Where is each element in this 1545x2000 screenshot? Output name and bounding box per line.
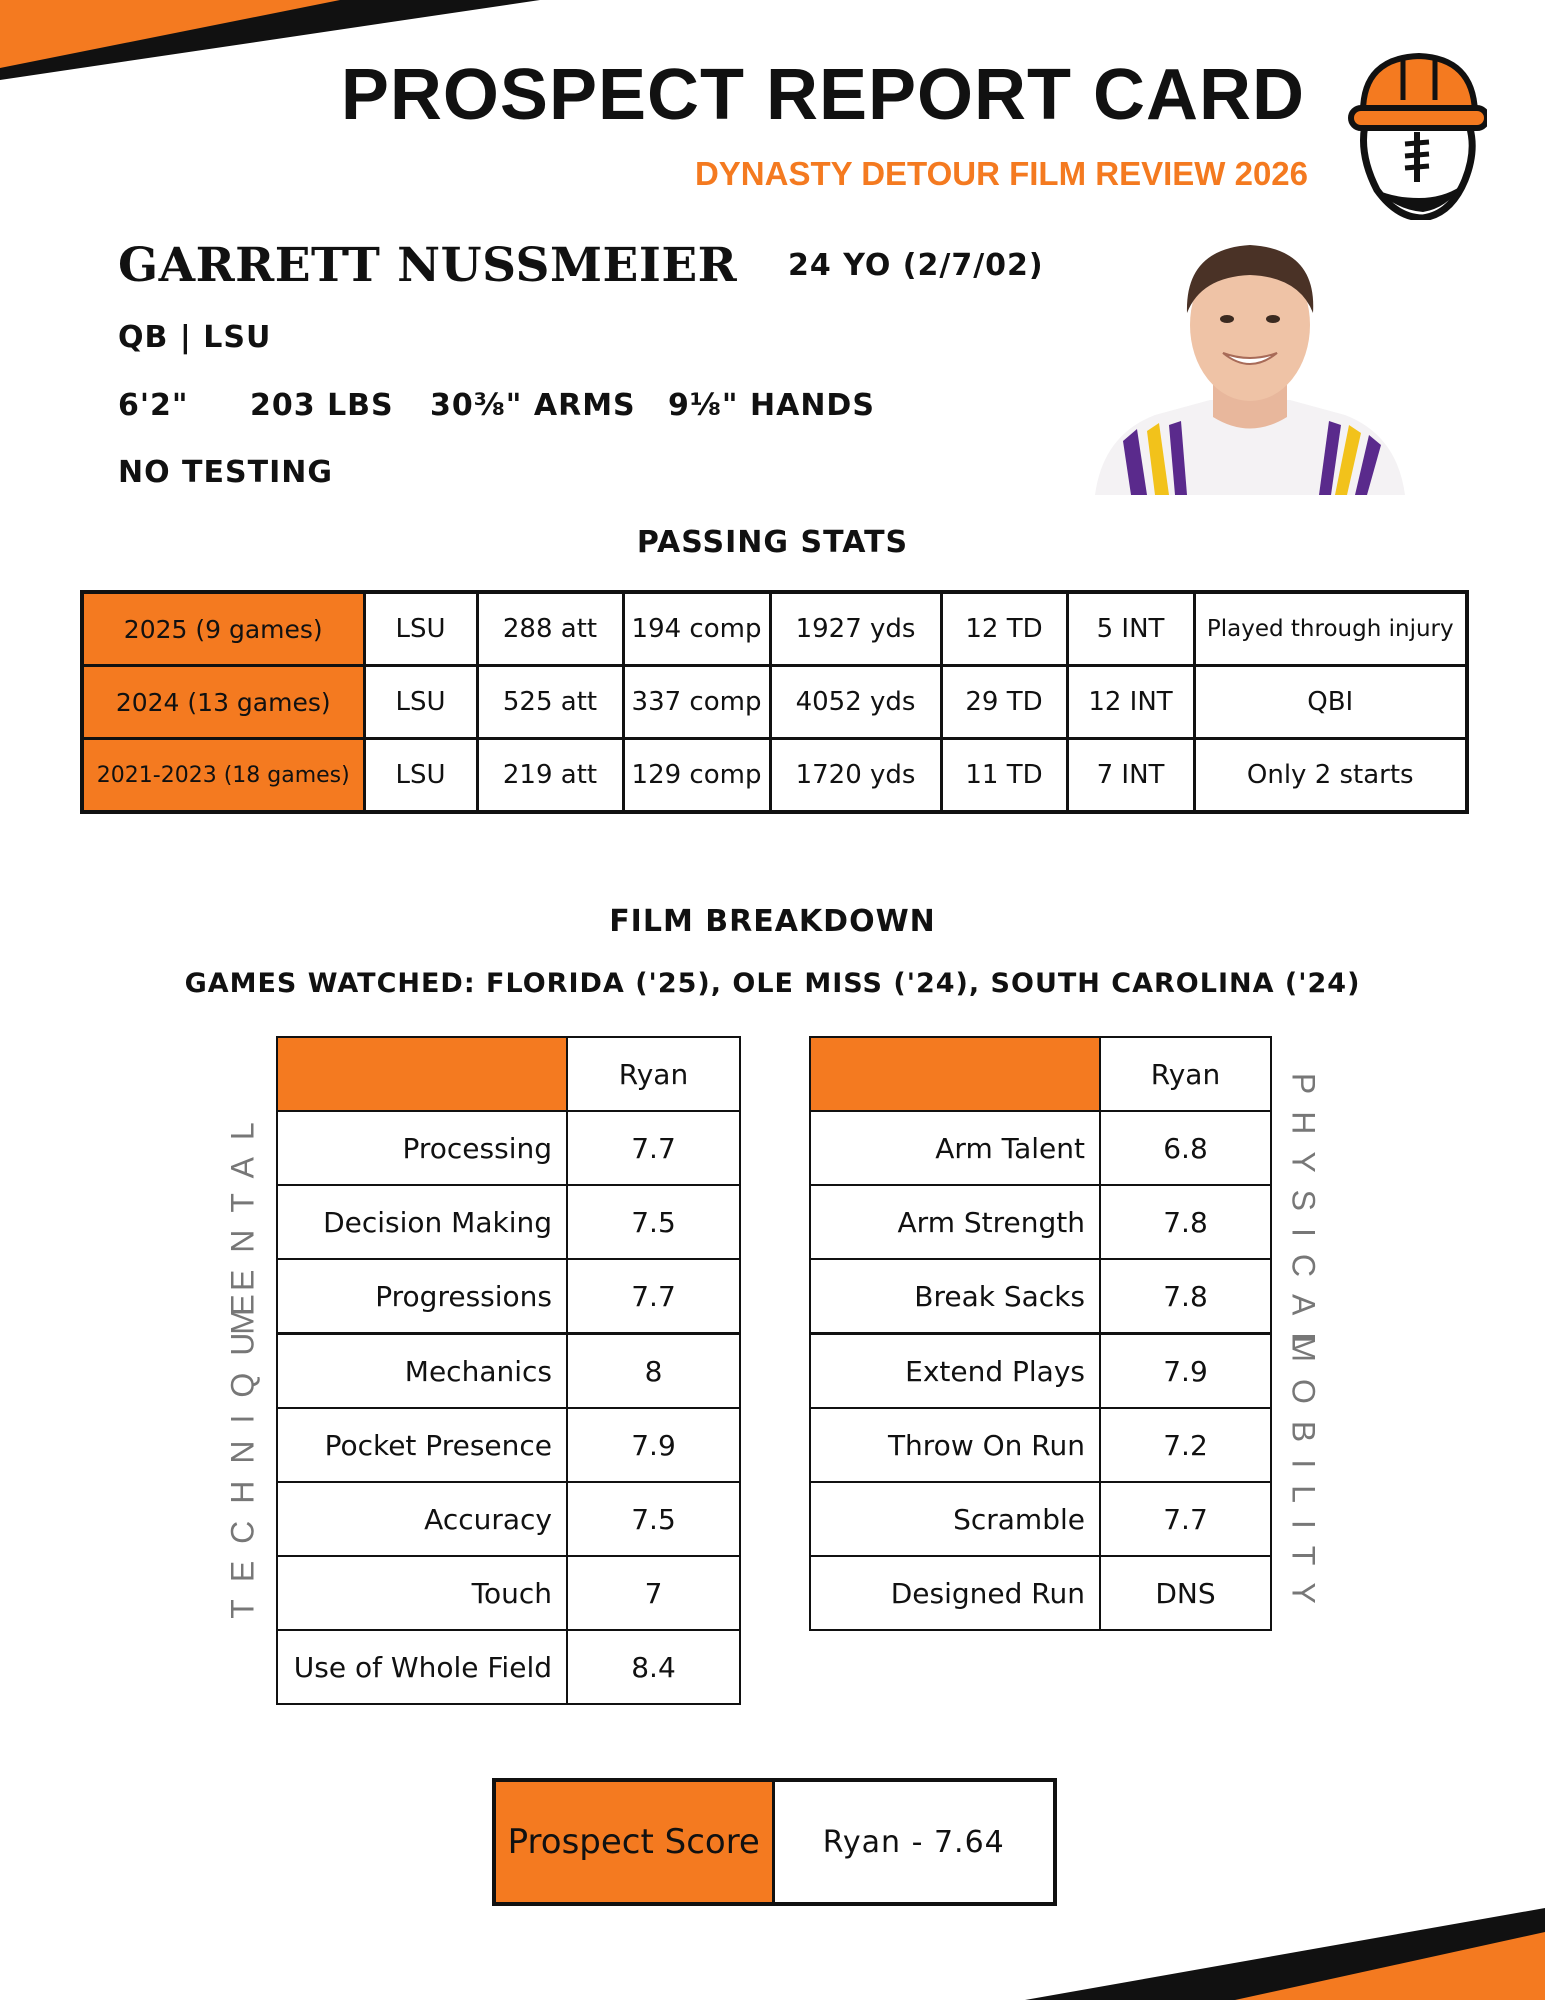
trait-score: DNS <box>1100 1556 1271 1630</box>
stats-attempts: 525 att <box>477 666 623 739</box>
stats-school: LSU <box>364 592 477 666</box>
trait-score: 7.9 <box>1100 1334 1271 1409</box>
passing-stats-table <box>80 590 1469 814</box>
stats-school: LSU <box>364 666 477 739</box>
trait-score: 8.4 <box>567 1630 740 1704</box>
trait-score: 8 <box>567 1334 740 1409</box>
stats-touchdowns: 29 TD <box>941 666 1067 739</box>
games-watched: GAMES WATCHED: FLORIDA ('25), OLE MISS ('24), SOUTH CAROLINA ('24) <box>184 968 1361 999</box>
trait-label: Use of Whole Field <box>277 1630 567 1704</box>
table-row <box>277 1111 740 1185</box>
mental-technique-table <box>276 1036 741 1705</box>
stats-yards: 1927 yds <box>770 592 941 666</box>
stats-interceptions: 5 INT <box>1067 592 1194 666</box>
trait-label: Arm Talent <box>810 1111 1100 1185</box>
stats-touchdowns: 12 TD <box>941 592 1067 666</box>
trait-label: Progressions <box>277 1259 567 1334</box>
trait-label: Designed Run <box>810 1556 1100 1630</box>
table-row <box>810 1408 1271 1482</box>
table-row <box>277 1259 740 1334</box>
stats-yards: 4052 yds <box>770 666 941 739</box>
stats-completions: 337 comp <box>623 666 770 739</box>
page-subtitle: DYNASTY DETOUR FILM REVIEW 2026 <box>694 155 1308 192</box>
stats-season: 2021-2023 (18 games) <box>82 739 364 813</box>
prospect-score-box <box>492 1778 1057 1906</box>
trait-label: Break Sacks <box>810 1259 1100 1334</box>
stats-interceptions: 7 INT <box>1067 739 1194 813</box>
trait-score: 7.5 <box>567 1185 740 1259</box>
film-breakdown-title: FILM BREAKDOWN <box>609 904 936 939</box>
trait-label: Pocket Presence <box>277 1408 567 1482</box>
table-header-row <box>810 1037 1271 1111</box>
passing-stats-title: PASSING STATS <box>636 525 909 560</box>
trait-label: Arm Strength <box>810 1185 1100 1259</box>
position-school: QB | LSU <box>118 320 272 355</box>
trait-label: Scramble <box>810 1482 1100 1556</box>
trait-score: 7.8 <box>1100 1259 1271 1334</box>
table-row <box>810 1556 1271 1630</box>
physical-mobility-table <box>809 1036 1272 1631</box>
trait-score: 7.7 <box>567 1111 740 1185</box>
stats-completions: 194 comp <box>623 592 770 666</box>
stats-note: QBI <box>1194 666 1467 739</box>
player-headshot <box>1085 235 1415 495</box>
header-blank-cell <box>810 1037 1100 1111</box>
stats-yards: 1720 yds <box>770 739 941 813</box>
mobility-side-label: MOBILITY <box>1285 1335 1322 1621</box>
table-row <box>277 1334 740 1409</box>
stats-season: 2025 (9 games) <box>82 592 364 666</box>
stats-completions: 129 comp <box>623 739 770 813</box>
stats-school: LSU <box>364 739 477 813</box>
trait-score: 7.2 <box>1100 1408 1271 1482</box>
trait-label: Extend Plays <box>810 1334 1100 1409</box>
hardhat-football-logo-icon <box>1347 50 1487 220</box>
player-hands: 9⅛" HANDS <box>668 388 875 423</box>
technique-side-label: TECHNIQUE <box>224 1277 261 1619</box>
table-header-row <box>277 1037 740 1111</box>
table-row <box>277 1185 740 1259</box>
trait-label: Touch <box>277 1556 567 1630</box>
grader-header: Ryan <box>1100 1037 1271 1111</box>
trait-label: Processing <box>277 1111 567 1185</box>
table-row <box>810 1111 1271 1185</box>
stats-touchdowns: 11 TD <box>941 739 1067 813</box>
table-row <box>810 1259 1271 1334</box>
trait-label: Accuracy <box>277 1482 567 1556</box>
trait-score: 7.9 <box>567 1408 740 1482</box>
trait-score: 7.7 <box>1100 1482 1271 1556</box>
testing-status: NO TESTING <box>118 455 333 490</box>
table-row <box>82 592 1467 666</box>
stats-season: 2024 (13 games) <box>82 666 364 739</box>
mental-side-label: MENTAL <box>224 1105 261 1335</box>
table-row <box>810 1482 1271 1556</box>
trait-score: 6.8 <box>1100 1111 1271 1185</box>
page-title: PROSPECT REPORT CARD <box>340 55 1305 135</box>
player-age: 24 YO (2/7/02) <box>788 248 1044 283</box>
bottom-right-corner-stripe <box>985 1900 1545 2000</box>
trait-score: 7.8 <box>1100 1185 1271 1259</box>
table-row <box>277 1482 740 1556</box>
stats-attempts: 219 att <box>477 739 623 813</box>
table-row <box>810 1334 1271 1409</box>
trait-score: 7 <box>567 1556 740 1630</box>
player-height: 6'2" <box>118 388 189 423</box>
stats-note: Played through injury <box>1194 592 1467 666</box>
prospect-score-value: Ryan - 7.64 <box>773 1780 1055 1904</box>
table-row <box>810 1185 1271 1259</box>
stats-interceptions: 12 INT <box>1067 666 1194 739</box>
stats-attempts: 288 att <box>477 592 623 666</box>
grader-header: Ryan <box>567 1037 740 1111</box>
table-row <box>277 1630 740 1704</box>
trait-label: Throw On Run <box>810 1408 1100 1482</box>
player-weight: 203 LBS <box>250 388 394 423</box>
trait-score: 7.7 <box>567 1259 740 1334</box>
header-blank-cell <box>277 1037 567 1111</box>
table-row <box>277 1408 740 1482</box>
trait-label: Mechanics <box>277 1334 567 1409</box>
trait-score: 7.5 <box>567 1482 740 1556</box>
trait-label: Decision Making <box>277 1185 567 1259</box>
table-row <box>82 739 1467 813</box>
table-row <box>82 666 1467 739</box>
prospect-score-label: Prospect Score <box>494 1780 773 1904</box>
physical-side-label: PHYSICAL <box>1285 1072 1322 1368</box>
player-name: GARRETT NUSSMEIER <box>118 238 738 293</box>
stats-note: Only 2 starts <box>1194 739 1467 813</box>
player-arms: 30⅜" ARMS <box>430 388 636 423</box>
table-row <box>277 1556 740 1630</box>
